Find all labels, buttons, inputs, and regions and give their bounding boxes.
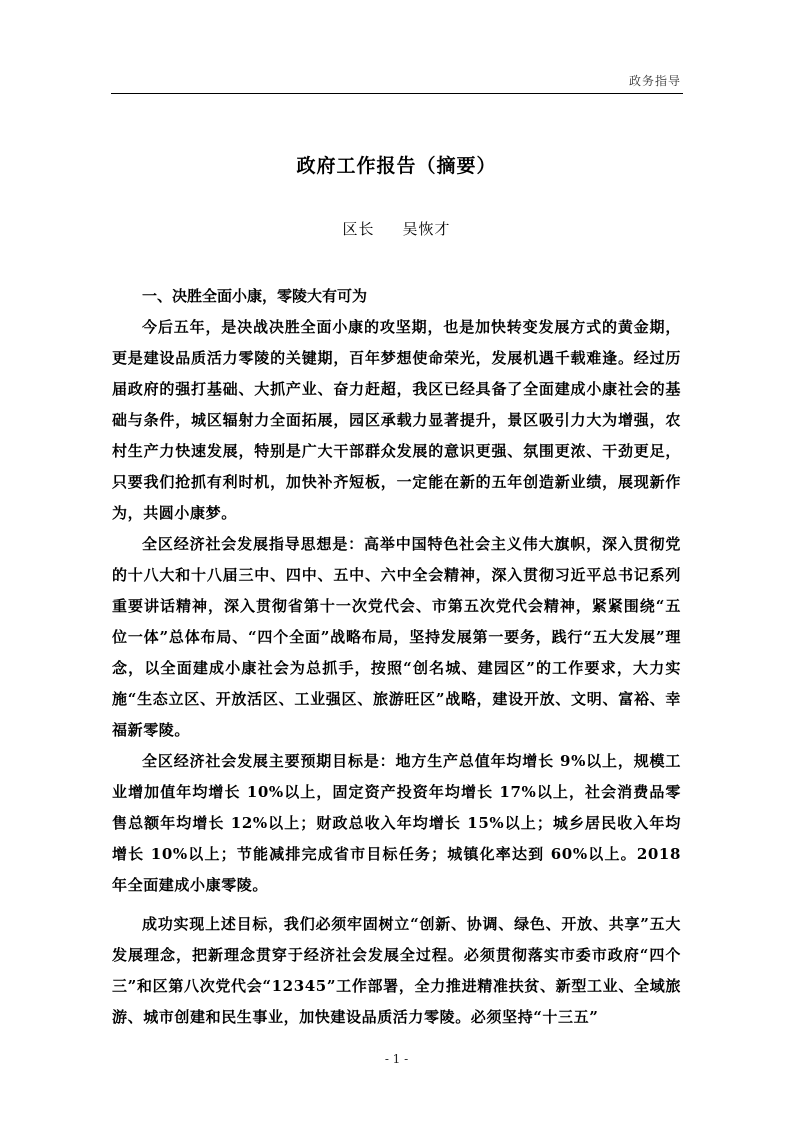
document-body bbox=[112, 281, 681, 1033]
section-heading: 一、决胜全面小康，零陵大有可为 bbox=[142, 287, 368, 305]
body-paragraph: 全区经济社会发展指导思想是：高举中国特色社会主义伟大旗帜，深入贯彻党的十八大和十八届三中、四中、五中、六中全会精神，深入贯彻习近平总书记系列重要讲话精神，深入贯彻省第十一次党代会、市第五次党代会精神，紧紧围绕“五位一体”总体布局、“四个全面”战略布局，坚持发展第一要务，践行“五大发展”理念，以全面建成小康社会为总抓手，按照“创名城、建园区”的工作要求，大力实施“生态立区、开放活区、工业强区、旅游旺区”战略，建设开放、文明、富裕、幸福新零陵。 bbox=[112, 535, 681, 739]
author-line bbox=[0, 218, 793, 239]
header-section-label: 政务指导 bbox=[628, 74, 681, 88]
document-title: 政府工作报告（摘要） bbox=[296, 155, 497, 177]
body-paragraph: 成功实现上述目标，我们必须牢固树立“创新、协调、绿色、开放、共享”五大发展理念，把新理念贯穿于经济社会发展全过程。必须贯彻落实市委市政府“四个三”和区第八次党代会“12345”工作部署，全力推进精准扶贫、新型工业、全域旅游、城市创建和民生事业，加快建设品质活力零陵。必须坚持“十三五” bbox=[112, 915, 681, 1026]
author-role: 区长 bbox=[342, 220, 375, 238]
header-divider bbox=[111, 93, 683, 94]
body-paragraph: 今后五年，是决战决胜全面小康的攻坚期，也是加快转变发展方式的黄金期，更是建设品质活力零陵的关键期，百年梦想使命荣光，发展机遇千载难逢。经过历届政府的强打基础、大抓产业、奋力赶超，我区已经具备了全面建成小康社会的基础与条件，城区辐射力全面拓展，园区承载力显著提升，景区吸引力大为增强，农村生产力快速发展，特别是广大干部群众发展的意识更强、氛围更浓、干劲更足，只要我们抢抓有利时机，加快补齐短板，一定能在新的五年创造新业绩，展现新作为，共圆小康梦。 bbox=[112, 318, 681, 522]
page-number: - 1 - bbox=[384, 1052, 409, 1066]
body-paragraph: 全区经济社会发展主要预期目标是：地方生产总值年均增长 9%以上，规模工业增加值年均增长 10%以上，固定资产投资年均增长 17%以上，社会消费品零售总额年均增长 12%以上；财政总收入年均增长 15%以上；城乡居民收入年均增长 10%以上；节能减排完成省市目标任务；城镇化率达到 60%以上。2018 年全面建成小康零陵。 bbox=[112, 752, 681, 894]
author-name: 吴恢才 bbox=[402, 220, 451, 238]
